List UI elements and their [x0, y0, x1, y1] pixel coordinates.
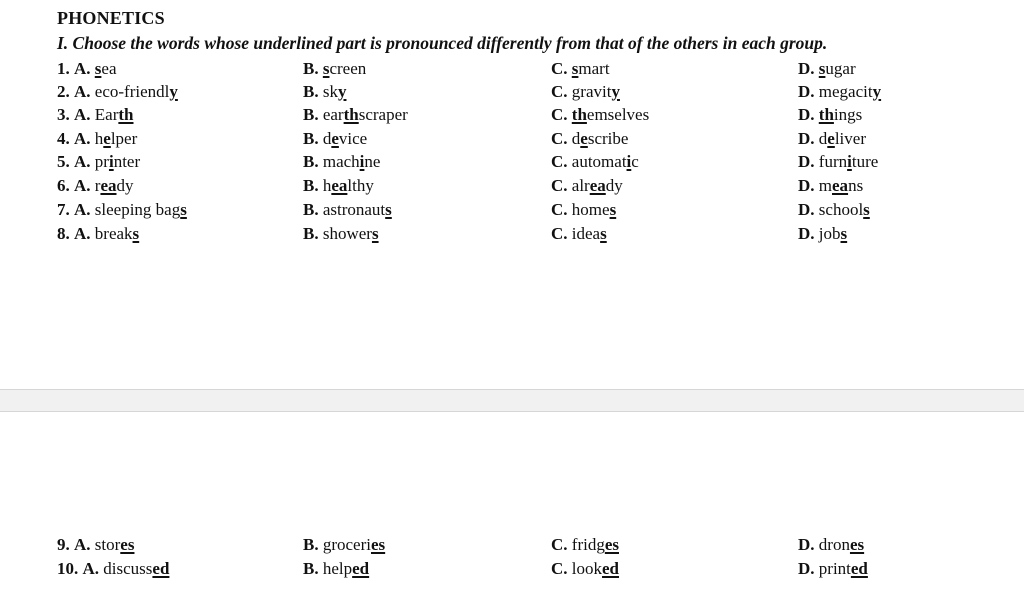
underlined-part: e [331, 129, 339, 148]
word-suffix: mart [578, 59, 610, 78]
underlined-part: i [847, 152, 852, 171]
question-number: 1. [57, 59, 70, 78]
option-label: A. [74, 129, 91, 148]
word-suffix: ture [851, 152, 879, 171]
word-prefix: megacit [818, 82, 873, 101]
option-label: D. [798, 152, 815, 171]
option-label: A. [74, 176, 91, 195]
option-label: B. [303, 152, 319, 171]
underlined-part: ea [832, 176, 849, 195]
underlined-part: th [818, 105, 834, 124]
question-row [0, 150, 1024, 173]
underlined-part: s [180, 200, 187, 219]
underlined-part: s [371, 224, 379, 243]
option-a [57, 533, 134, 556]
word-suffix: lthy [347, 176, 374, 195]
option-label: A. [74, 152, 91, 171]
word-suffix: dy [605, 176, 623, 195]
option-a [57, 80, 178, 103]
option-label: C. [551, 129, 568, 148]
word-prefix: mach [322, 152, 360, 171]
word-prefix: discuss [103, 559, 153, 578]
option-c [551, 198, 616, 221]
option-label: D. [798, 176, 815, 195]
word-suffix: scraper [358, 105, 408, 124]
underlined-part: th [343, 105, 359, 124]
option-label: D. [798, 535, 815, 554]
option-a [57, 198, 187, 221]
word-prefix: d [818, 129, 828, 148]
option-d [798, 57, 856, 80]
option-a [57, 103, 134, 126]
word-suffix: lper [110, 129, 138, 148]
question-number: 5. [57, 152, 70, 171]
underlined-part: th [118, 105, 134, 124]
question-row [0, 174, 1024, 197]
word-prefix: m [818, 176, 833, 195]
underlined-part: ed [352, 559, 370, 578]
word-prefix: school [818, 200, 864, 219]
word-suffix: nter [113, 152, 141, 171]
option-label: B. [303, 129, 319, 148]
question-row [0, 103, 1024, 126]
word-prefix: sleeping bag [94, 200, 181, 219]
option-label: B. [303, 559, 319, 578]
option-b [303, 57, 366, 80]
underlined-part: s [385, 200, 392, 219]
instruction-text: I. Choose the words whose underlined part is pronounced differently from that of the others in each group. [57, 33, 828, 53]
option-label: B. [303, 82, 319, 101]
option-c [551, 533, 619, 556]
word-prefix: sk [322, 82, 338, 101]
word-prefix: job [818, 224, 841, 243]
underlined-part: e [580, 129, 588, 148]
underlined-part: s [132, 224, 140, 243]
option-a [57, 57, 117, 80]
option-label: C. [551, 176, 568, 195]
option-label: A. [74, 59, 91, 78]
question-row [0, 80, 1024, 103]
option-d [798, 127, 866, 150]
underlined-part: s [94, 59, 102, 78]
option-label: B. [303, 535, 319, 554]
underlined-part: s [600, 224, 607, 243]
word-suffix: emselves [586, 105, 650, 124]
option-label: A. [82, 559, 100, 578]
page-title: PHONETICS [57, 8, 165, 28]
word-prefix: d [322, 129, 332, 148]
underlined-part: ed [152, 559, 170, 578]
word-prefix: shower [322, 224, 372, 243]
underlined-part: s [863, 200, 870, 219]
question-number: 2. [57, 82, 70, 101]
question-row [0, 533, 1024, 556]
option-label: D. [798, 82, 815, 101]
question-row [0, 127, 1024, 150]
word-prefix: automat [571, 152, 627, 171]
option-d [798, 533, 864, 556]
question-number: 9. [57, 535, 70, 554]
underlined-part: y [611, 82, 620, 101]
underlined-part: e [103, 129, 111, 148]
question-number: 7. [57, 200, 70, 219]
word-prefix: help [322, 559, 353, 578]
option-label: B. [303, 224, 319, 243]
option-label: D. [798, 200, 815, 219]
option-label: C. [551, 200, 568, 219]
underlined-part: es [120, 535, 135, 554]
option-a [57, 150, 140, 173]
word-prefix: print [818, 559, 851, 578]
underlined-part: ea [331, 176, 348, 195]
word-suffix: ns [848, 176, 864, 195]
option-label: A. [74, 105, 91, 124]
word-prefix: eco-friendl [94, 82, 170, 101]
word-prefix: groceri [322, 535, 371, 554]
option-label: B. [303, 200, 319, 219]
option-c [551, 174, 623, 197]
option-label: C. [551, 535, 568, 554]
option-c [551, 127, 628, 150]
underlined-part: s [818, 59, 826, 78]
option-b [303, 533, 385, 556]
word-prefix: d [571, 129, 581, 148]
option-b [303, 557, 369, 580]
option-c [551, 222, 607, 245]
word-prefix: alr [571, 176, 590, 195]
option-d [798, 198, 870, 221]
option-b [303, 127, 367, 150]
word-prefix: r [94, 176, 101, 195]
option-a [57, 222, 139, 245]
option-label: D. [798, 224, 815, 243]
word-prefix: stor [94, 535, 121, 554]
underlined-part: ed [602, 559, 620, 578]
option-b [303, 222, 379, 245]
question-row [0, 557, 1024, 580]
underlined-part: ea [589, 176, 606, 195]
word-prefix: h [94, 129, 104, 148]
underlined-part: i [359, 152, 365, 171]
word-prefix: ear [322, 105, 344, 124]
option-label: C. [551, 105, 568, 124]
option-c [551, 57, 610, 80]
option-b [303, 103, 408, 126]
underlined-part: e [827, 129, 835, 148]
question-number: 10. [57, 559, 79, 578]
word-prefix: idea [571, 224, 601, 243]
word-suffix: liver [834, 129, 866, 148]
option-label: C. [551, 559, 568, 578]
word-prefix: h [322, 176, 332, 195]
question-number: 3. [57, 105, 70, 124]
option-c [551, 150, 639, 173]
option-d [798, 174, 863, 197]
option-label: A. [74, 535, 91, 554]
option-label: A. [74, 224, 91, 243]
option-label: C. [551, 224, 568, 243]
option-label: C. [551, 82, 568, 101]
option-d [798, 80, 881, 103]
question-row [0, 222, 1024, 245]
word-suffix: ne [364, 152, 381, 171]
option-a [57, 127, 137, 150]
option-c [551, 80, 620, 103]
underlined-part: es [370, 535, 386, 554]
underlined-part: s [571, 59, 579, 78]
option-label: D. [798, 129, 815, 148]
option-c [551, 557, 619, 580]
page-break-divider [0, 389, 1024, 412]
underlined-part: ed [850, 559, 868, 578]
question-number: 6. [57, 176, 70, 195]
option-label: D. [798, 105, 815, 124]
word-suffix: ings [833, 105, 863, 124]
question-number: 4. [57, 129, 70, 148]
word-prefix: dron [818, 535, 850, 554]
underlined-part: y [872, 82, 882, 101]
underlined-part: y [337, 82, 347, 101]
question-row [0, 57, 1024, 80]
underlined-part: s [840, 224, 848, 243]
option-label: C. [551, 152, 568, 171]
option-b [303, 174, 374, 197]
word-suffix: ugar [825, 59, 856, 78]
option-c [551, 103, 649, 126]
option-label: A. [74, 200, 91, 219]
option-b [303, 80, 346, 103]
option-d [798, 103, 862, 126]
underlined-part: s [322, 59, 330, 78]
word-suffix: c [631, 152, 639, 171]
word-suffix: vice [338, 129, 368, 148]
option-label: A. [74, 82, 91, 101]
underlined-part: ea [100, 176, 117, 195]
option-a [57, 174, 134, 197]
word-prefix: look [571, 559, 603, 578]
underlined-part: es [849, 535, 865, 554]
option-b [303, 150, 380, 173]
question-row [0, 198, 1024, 221]
underlined-part: s [609, 200, 617, 219]
option-label: B. [303, 59, 319, 78]
word-prefix: Ear [94, 105, 119, 124]
word-prefix: fridg [571, 535, 605, 554]
word-prefix: pr [94, 152, 109, 171]
word-prefix: home [571, 200, 610, 219]
underlined-part: y [169, 82, 178, 101]
question-number: 8. [57, 224, 70, 243]
underlined-part: i [108, 152, 114, 171]
underlined-part: th [571, 105, 587, 124]
option-label: C. [551, 59, 568, 78]
option-label: D. [798, 559, 815, 578]
option-d [798, 557, 868, 580]
option-label: B. [303, 105, 319, 124]
option-d [798, 222, 847, 245]
word-prefix: astronaut [322, 200, 386, 219]
word-prefix: break [94, 224, 133, 243]
word-prefix: gravit [571, 82, 612, 101]
option-a [57, 557, 169, 580]
word-suffix: ea [101, 59, 117, 78]
underlined-part: i [626, 152, 632, 171]
option-d [798, 150, 878, 173]
option-label: D. [798, 59, 815, 78]
word-suffix: creen [329, 59, 367, 78]
word-suffix: dy [116, 176, 134, 195]
underlined-part: es [604, 535, 619, 554]
word-suffix: scribe [587, 129, 629, 148]
option-b [303, 198, 392, 221]
option-label: B. [303, 176, 319, 195]
word-prefix: furn [818, 152, 848, 171]
